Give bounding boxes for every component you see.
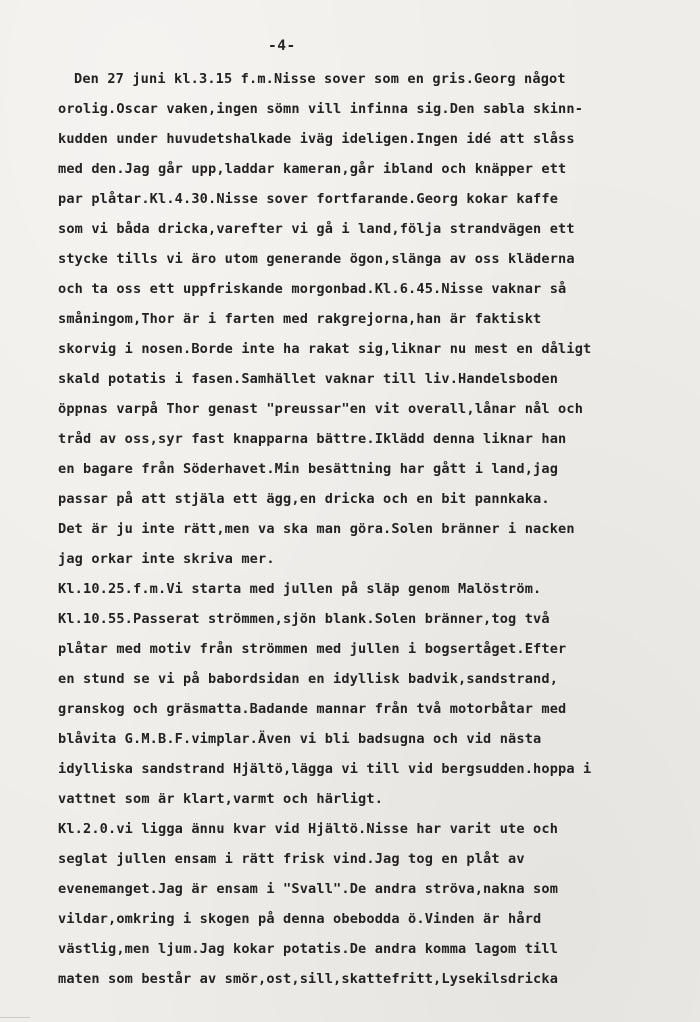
text-line: skorvig i nosen.Borde inte ha rakat sig,liknar nu mest en dåligt	[58, 341, 592, 357]
text-line: Kl.10.55.Passerat strömmen,sjön blank.Solen bränner,tog två	[58, 611, 550, 627]
text-line: par plåtar.Kl.4.30.Nisse sover fortfarande.Georg kokar kaffe	[58, 191, 559, 207]
text-line: Kl.2.0.vi ligga ännu kvar vid Hjältö.Nisse har varit ute och	[58, 821, 559, 837]
text-line: orolig.Oscar vaken,ingen sömn vill infinna sig.Den sabla skinn-	[58, 101, 584, 117]
page-number: -4-	[268, 38, 296, 54]
text-line: jag orkar inte skriva mer.	[58, 551, 275, 567]
page-edge-mark	[0, 1017, 30, 1022]
text-line: och ta oss ett uppfriskande morgonbad.Kl.6.45.Nisse vaknar så	[58, 281, 567, 297]
text-line: passar på att stjäla ett ägg,en dricka och en bit pannkaka.	[58, 491, 550, 507]
text-line: Kl.10.25.f.m.Vi starta med jullen på släp genom Malöström.	[58, 581, 542, 597]
text-line: vattnet som är klart,varmt och härligt.	[58, 791, 384, 807]
text-line: med den.Jag går upp,laddar kameran,går ibland och knäpper ett	[58, 161, 567, 177]
text-line: som vi båda dricka,varefter vi gå i land,följa strandvägen ett	[58, 221, 575, 237]
text-line: västlig,men ljum.Jag kokar potatis.De andra komma lagom till	[58, 941, 559, 957]
text-line: Den 27 juni kl.3.15 f.m.Nisse sover som en gris.Georg något	[74, 71, 566, 87]
text-line: seglat jullen ensam i rätt frisk vind.Jag tog en plåt av	[58, 851, 525, 867]
text-line: skald potatis i fasen.Samhället vaknar till liv.Handelsboden	[58, 371, 559, 387]
text-line: en bagare från Söderhavet.Min besättning har gått i land,jag	[58, 461, 559, 477]
text-line: idylliska sandstrand Hjältö,lägga vi till vid bergsudden.hoppa i	[58, 761, 592, 777]
text-line: maten som består av smör,ost,sill,skattefritt,Lysekilsdricka	[58, 971, 559, 987]
typed-text-body	[58, 64, 698, 994]
text-line: granskog och gräsmatta.Badande mannar från två motorbåtar med	[58, 701, 567, 717]
text-line: plåtar med motiv från strömmen med jullen i bogsertåget.Efter	[58, 641, 567, 657]
text-line: evenemanget.Jag är ensam i "Svall".De andra ströva,nakna som	[58, 881, 559, 897]
text-line: tråd av oss,syr fast knapparna bättre.Iklädd denna liknar han	[58, 431, 567, 447]
text-line: blåvita G.M.B.F.vimplar.Även vi bli badsugna och vid nästa	[58, 731, 542, 747]
text-line: Det är ju inte rätt,men va ska man göra.Solen bränner i nacken	[58, 521, 575, 537]
text-line: öppnas varpå Thor genast "preussar"en vit overall,lånar nål och	[58, 401, 584, 417]
text-line: vildar,omkring i skogen på denna obebodda ö.Vinden är hård	[58, 911, 542, 927]
text-line: stycke tills vi äro utom generande ögon,slänga av oss kläderna	[58, 251, 575, 267]
text-line: en stund se vi på babordsidan en idyllisk badvik,sandstrand,	[58, 671, 559, 687]
text-line: småningom,Thor är i farten med rakgrejorna,han är faktiskt	[58, 311, 542, 327]
text-line: kudden under huvudetshalkade iväg ideligen.Ingen idé att slåss	[58, 131, 575, 147]
